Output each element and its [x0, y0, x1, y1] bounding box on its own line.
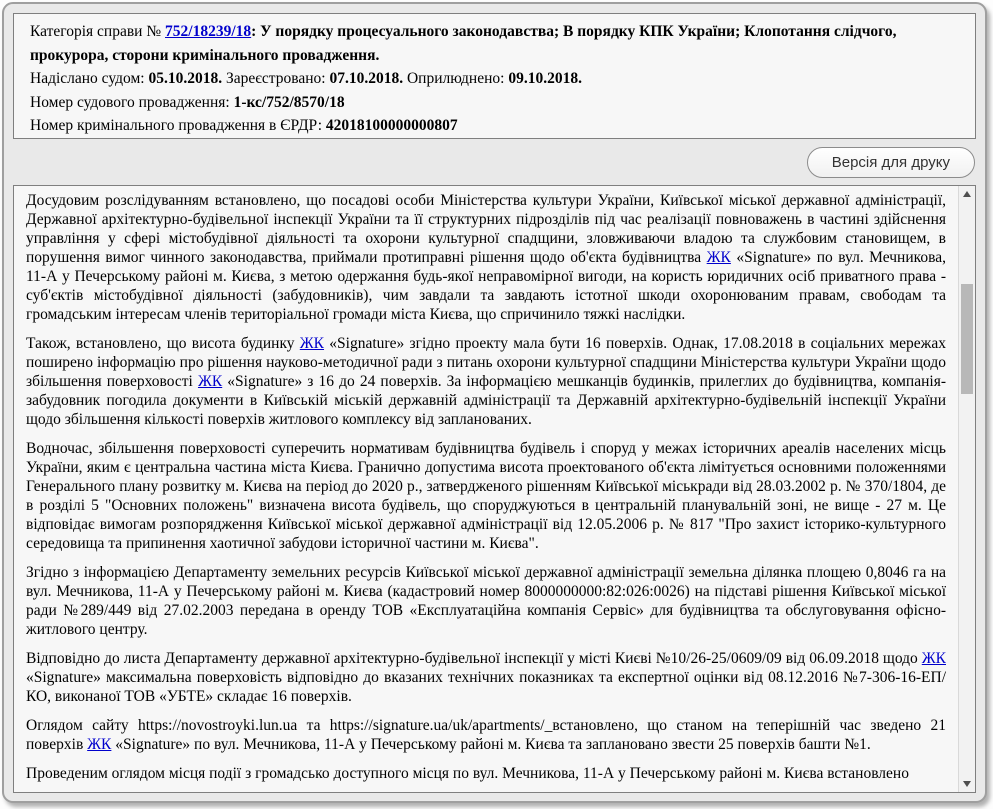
registered-date: 07.10.2018.: [329, 70, 407, 87]
zhk-signature-link[interactable]: ЖК: [87, 736, 112, 753]
zhk-signature-link[interactable]: ЖК: [706, 249, 731, 266]
case-category-line: [30, 20, 959, 67]
document-paragraph: Згідно з інформацією Департаменту земельних ресурсів Київської міської державної адміністрації земельна ділянка площею 0,8046 га на вул. Мечникова, 11-А у Печерському районі м. Києва (кадастровий номер 8000000000:82:026:0026) на підставі рішення Київської міської ради №289/449 від 27.02.2003 передана в оренду ТОВ «Експлуатаційна компанія Сервіс» для будівництва та обслуговування офісно-житлового центру.: [26, 564, 946, 638]
scroll-track[interactable]: [959, 202, 975, 776]
document-paragraph: Досудовим розслідуванням встановлено, що посадові особи Міністерства культури України, Київської міської державної адміністрації, Державної архітектурно-будівельної інспекції України та її структурних підрозділів під час реалізації повноважень в частині здійснення управління у сфері містобудівної діяльності та охорони культурної спадщини, зловживаючи владою та службовим становищем, в порушення вимог чинного законодавства, приймали протиправні рішення щодо об'єкта будівництва ЖК «Signature» по вул. Мечникова, 11-А у Печерському районі м. Києва, з метою одержання будь-якої неправомірної вигоди, на користь юридичних осіб приватного права - суб'єктів містобудівної діяльності (забудовників), чим завдали та завдають істотної шкоди охоронюваним правам, свободам та громадським інтересам членів територіальної громади міста Києва, що спричинило тяжкі наслідки.: [26, 192, 946, 323]
toolbar: [4, 139, 985, 185]
court-proceeding-label: Номер судового провадження:: [30, 93, 234, 111]
print-version-button[interactable]: Версія для друку: [807, 147, 975, 178]
case-info-panel: [13, 13, 976, 139]
document-paragraph: Проведеним оглядом місця події з громадсько доступного місця по вул. Мечникова, 11-А у Печерському районі м. Києва встановлено: [26, 765, 909, 782]
scroll-thumb[interactable]: [961, 284, 973, 394]
document-paragraph: Оглядом сайту https://novostroyki.lun.ua та https://signature.ua/uk/apartments/_встановлено, що станом на теперішній час зведено 21 поверхів ЖК «Signature» по вул. Мечникова, 11-А у Печерському районі м. Києва та заплановано звести 25 поверхів башти №1.: [26, 717, 946, 753]
published-date: 09.10.2018.: [508, 70, 582, 87]
case-number-link[interactable]: 752/18239/18: [165, 23, 252, 40]
document-panel: [13, 185, 976, 793]
document-content: [14, 186, 958, 792]
vertical-scrollbar[interactable]: [958, 186, 975, 792]
document-paragraph: Відповідно до листа Департаменту державної архітектурно-будівельної інспекції у місті Києві №10/26-25/0609/09 від 06.09.2018 щодо ЖК «Signature» максимальна поверховість відповідно до вказаних технічних показниках та експертної оцінки від 08.12.2016 №7-306-16-ЕП/КО, виконаної ТОВ «УБТЕ» складає 16 поверхів.: [26, 650, 946, 705]
document-paragraph: Також, встановлено, що висота будинку ЖК «Signature» згідно проекту мала бути 16 поверхів. Однак, 17.08.2018 в соціальних мережах поширено інформацію про рішення науково-методичної ради з питань охорони культурної спадщини Міністерства культури України щодо збільшення поверховості ЖК «Signature» з 16 до 24 поверхів. За інформацією мешканців будинків, прилеглих до будівництва, компанія-забудовник погодила документи в Київській міській державній адміністрації та Державній архітектурно-будівельній інспекції України щодо збільшення кількості поверхів житлового комплексу від запланованих.: [26, 335, 947, 428]
scroll-up-icon: [963, 191, 971, 197]
zhk-signature-link[interactable]: ЖК: [299, 335, 325, 352]
erdr-label: Номер кримінального провадження в ЄРДР:: [30, 117, 326, 134]
court-proceeding-number: 1-кс/752/8570/18: [233, 93, 345, 111]
case-category-value: : У порядку процесуального законодавства; В порядку КПК України; Клопотання слідчого, прокурора, сторони кримінального провадження.: [30, 23, 897, 64]
scroll-down-icon: [963, 781, 971, 787]
scroll-up-button[interactable]: [959, 186, 975, 202]
published-label: Оприлюднено:: [406, 70, 509, 87]
erdr-line: [30, 114, 959, 138]
court-proceeding-line: [30, 91, 959, 115]
sent-date: 05.10.2018.: [148, 70, 226, 87]
page-container: [2, 2, 987, 803]
document-paragraph: Водночас, збільшення поверховості суперечить нормативам будівництва будівель і споруд у межах історичних ареалів населених місць України, яким є центральна частина міста Києва. Гранично допустима висота проектованого об'єкта лімітується основними положеннями Генерального плану розвитку м. Києва на період до 2020 р., затвердженого рішенням Київської міськради від 28.03.2002 р. № 370/1804, де в розділі 5 "Основних положень" визначена висота будівель, що споруджуються в центральній планувальній зоні, не вище - 27 м. Це відповідає вимогам розпорядження Київської міської державної адміністрації від 12.05.2006 р. № 817 "Про захист історико-культурного середовища та припинення хаотичної забудови історичної частини м. Києва".: [26, 440, 946, 552]
scroll-down-button[interactable]: [959, 776, 975, 792]
erdr-number: 42018100000000807: [325, 117, 458, 134]
case-dates-line: [30, 67, 959, 91]
case-category-label: Категорія справи №: [30, 23, 166, 40]
registered-label: Зареєстровано:: [225, 70, 330, 87]
zhk-signature-link[interactable]: ЖК: [197, 373, 223, 390]
sent-label: Надіслано судом:: [30, 70, 149, 87]
zhk-signature-link[interactable]: ЖК: [921, 650, 946, 667]
